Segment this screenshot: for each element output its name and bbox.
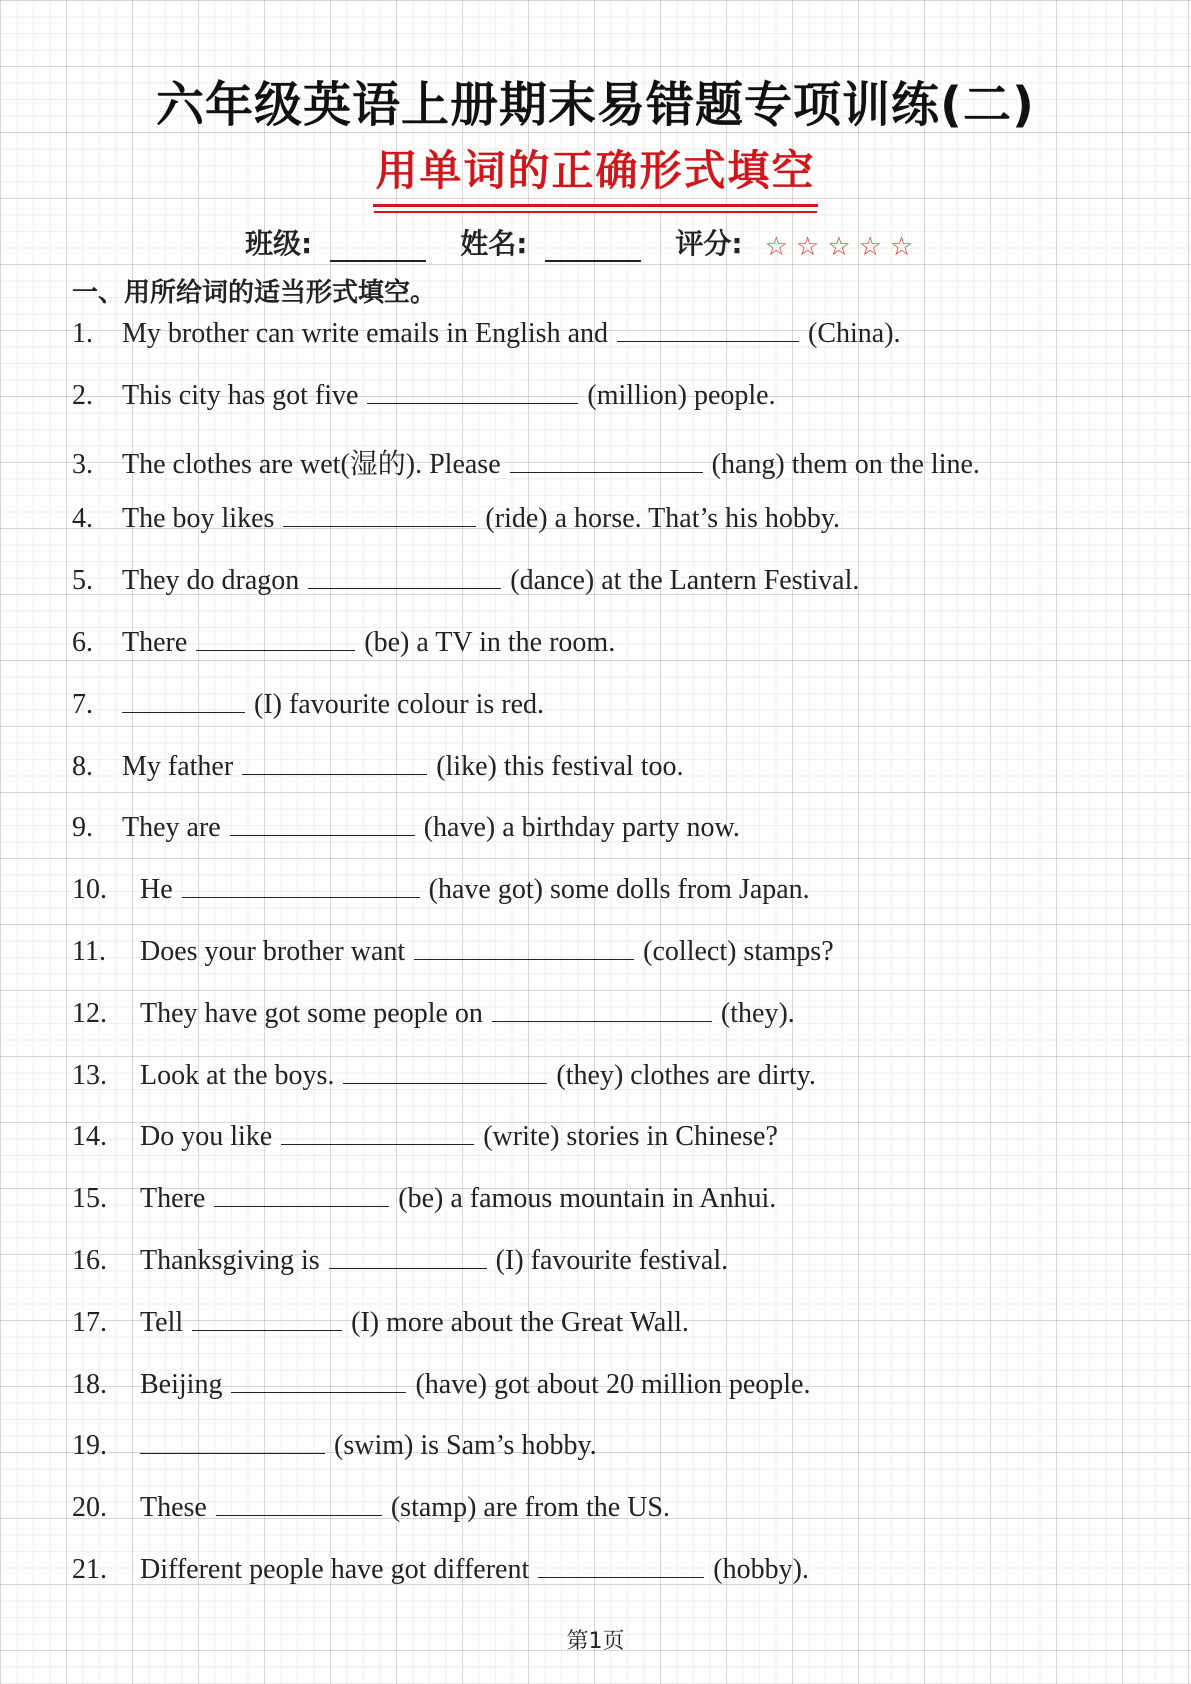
answer-blank[interactable] bbox=[343, 1061, 547, 1084]
answer-blank[interactable] bbox=[230, 813, 415, 836]
item-text-before: He bbox=[140, 874, 173, 906]
item-text-before: Does your brother want bbox=[140, 936, 406, 967]
item-text-before: There bbox=[140, 1183, 206, 1215]
score-stars-icon: ☆☆☆☆☆ bbox=[764, 232, 922, 262]
item-text-after: (write) stories in Chinese? bbox=[483, 1121, 778, 1153]
item-number: 14. bbox=[72, 1121, 107, 1153]
item-text-before: They are bbox=[122, 812, 221, 844]
page-title: 六年级英语上册期末易错题专项训练(二) bbox=[156, 77, 1035, 133]
exercise-item bbox=[72, 1554, 809, 1586]
item-number: 19. bbox=[72, 1430, 107, 1462]
exercise-item bbox=[72, 627, 615, 659]
answer-blank[interactable] bbox=[214, 1184, 389, 1207]
item-text-after: (they) clothes are dirty. bbox=[556, 1059, 816, 1091]
exercise-item bbox=[72, 751, 683, 783]
item-text-after: (hobby). bbox=[713, 1554, 809, 1585]
answer-blank[interactable] bbox=[216, 1493, 382, 1516]
item-text-after: (China). bbox=[808, 318, 901, 349]
item-number: 13. bbox=[72, 1059, 107, 1091]
item-number: 6. bbox=[72, 627, 93, 658]
score-label: 评分: bbox=[675, 227, 743, 260]
exercise-item bbox=[72, 442, 980, 482]
subtitle-text: 用单词的正确形式填空 bbox=[373, 138, 817, 207]
answer-blank[interactable] bbox=[283, 504, 476, 527]
answer-blank[interactable] bbox=[617, 319, 799, 342]
item-text-before: Thanksgiving is bbox=[140, 1245, 320, 1276]
exercise-item bbox=[72, 1060, 816, 1092]
item-number: 12. bbox=[72, 997, 107, 1029]
answer-blank[interactable] bbox=[231, 1370, 406, 1393]
answer-blank[interactable] bbox=[492, 999, 712, 1022]
exercise-item bbox=[72, 1492, 670, 1524]
exercise-item bbox=[72, 1183, 776, 1215]
item-number: 7. bbox=[72, 688, 93, 720]
item-text-before: There bbox=[122, 627, 188, 658]
class-label: 班级: bbox=[245, 227, 313, 260]
exercise-item bbox=[72, 1245, 728, 1277]
page-subtitle bbox=[0, 138, 1191, 207]
item-text-after: (I) favourite colour is red. bbox=[254, 688, 544, 720]
class-blank[interactable] bbox=[330, 230, 426, 262]
exercise-item bbox=[72, 936, 834, 968]
answer-blank[interactable] bbox=[281, 1122, 474, 1145]
item-text-before: My father bbox=[122, 750, 234, 782]
item-text-before: The clothes are wet(湿的). Please bbox=[122, 448, 501, 480]
item-text-before: The boy likes bbox=[122, 503, 275, 535]
answer-blank[interactable] bbox=[510, 450, 703, 473]
item-number: 18. bbox=[72, 1368, 107, 1400]
item-text-after: (have) a birthday party now. bbox=[423, 812, 740, 844]
item-text-before: They do dragon bbox=[122, 565, 300, 597]
item-text-after: (be) a famous mountain in Anhui. bbox=[398, 1183, 777, 1215]
item-number: 1. bbox=[72, 318, 93, 349]
answer-blank[interactable] bbox=[414, 937, 634, 960]
page-number: 第1页 bbox=[566, 1629, 625, 1654]
item-number: 15. bbox=[72, 1183, 107, 1215]
item-text-before: Look at the boys. bbox=[140, 1059, 335, 1091]
item-text-after: (dance) at the Lantern Festival. bbox=[510, 565, 860, 597]
item-number: 16. bbox=[72, 1245, 107, 1276]
item-number: 20. bbox=[72, 1492, 107, 1524]
item-text-after: (swim) is Sam’s hobby. bbox=[334, 1430, 597, 1462]
item-number: 9. bbox=[72, 812, 93, 844]
item-text-before: Different people have got different bbox=[140, 1554, 530, 1585]
item-text-after: (be) a TV in the room. bbox=[364, 627, 616, 658]
answer-blank[interactable] bbox=[140, 1431, 325, 1454]
exercise-item bbox=[72, 998, 795, 1030]
answer-blank[interactable] bbox=[329, 1246, 487, 1269]
item-text-after: (have) got about 20 million people. bbox=[415, 1368, 811, 1400]
exercise-item bbox=[72, 1430, 597, 1462]
answer-blank[interactable] bbox=[308, 566, 501, 589]
answer-blank[interactable] bbox=[538, 1555, 704, 1578]
item-text-after: (I) favourite festival. bbox=[495, 1245, 729, 1276]
item-text-after: (hang) them on the line. bbox=[711, 448, 980, 480]
item-number: 5. bbox=[72, 565, 93, 597]
item-number: 2. bbox=[72, 379, 93, 411]
exercise-item bbox=[72, 1121, 778, 1153]
item-number: 3. bbox=[72, 448, 93, 480]
item-text-after: (have got) some dolls from Japan. bbox=[428, 874, 810, 906]
item-number: 21. bbox=[72, 1554, 107, 1585]
section-heading: 一、用所给词的适当形式填空。 bbox=[72, 278, 437, 308]
exercise-item bbox=[72, 689, 544, 721]
item-text-after: (like) this festival too. bbox=[436, 750, 684, 782]
item-text-after: (ride) a horse. That’s his hobby. bbox=[485, 503, 841, 535]
item-text-after: (million) people. bbox=[587, 379, 776, 411]
name-blank[interactable] bbox=[545, 230, 641, 262]
item-text-before: My brother can write emails in English and bbox=[122, 318, 608, 349]
exercise-item bbox=[72, 1307, 689, 1339]
exercise-item bbox=[72, 874, 810, 906]
answer-blank[interactable] bbox=[122, 690, 245, 713]
exercise-item bbox=[72, 812, 740, 844]
item-text-before: They have got some people on bbox=[140, 997, 483, 1029]
item-text-before: Beijing bbox=[140, 1368, 223, 1400]
exercise-item bbox=[72, 318, 901, 350]
item-text-before: This city has got five bbox=[122, 379, 359, 411]
answer-blank[interactable] bbox=[192, 1308, 342, 1331]
item-text-after: (collect) stamps? bbox=[643, 936, 834, 967]
exercise-item bbox=[72, 565, 859, 597]
answer-blank[interactable] bbox=[367, 381, 578, 404]
item-text-before: Tell bbox=[140, 1306, 184, 1338]
answer-blank[interactable] bbox=[196, 628, 355, 651]
item-text-after: (they). bbox=[720, 997, 795, 1029]
name-label: 姓名: bbox=[460, 227, 528, 260]
item-text-before: These bbox=[140, 1492, 207, 1524]
item-text-after: (stamp) are from the US. bbox=[390, 1492, 670, 1524]
exercise-item bbox=[72, 380, 776, 412]
item-number: 8. bbox=[72, 750, 93, 782]
item-number: 4. bbox=[72, 503, 93, 535]
answer-blank[interactable] bbox=[242, 752, 427, 775]
exercise-item bbox=[72, 503, 840, 535]
item-text-after: (I) more about the Great Wall. bbox=[351, 1306, 689, 1338]
answer-blank[interactable] bbox=[182, 875, 420, 898]
item-number: 10. bbox=[72, 874, 107, 906]
item-number: 17. bbox=[72, 1306, 107, 1338]
student-info-row bbox=[245, 222, 921, 262]
item-number: 11. bbox=[72, 936, 106, 967]
item-text-before: Do you like bbox=[140, 1121, 273, 1153]
exercise-item bbox=[72, 1369, 810, 1401]
